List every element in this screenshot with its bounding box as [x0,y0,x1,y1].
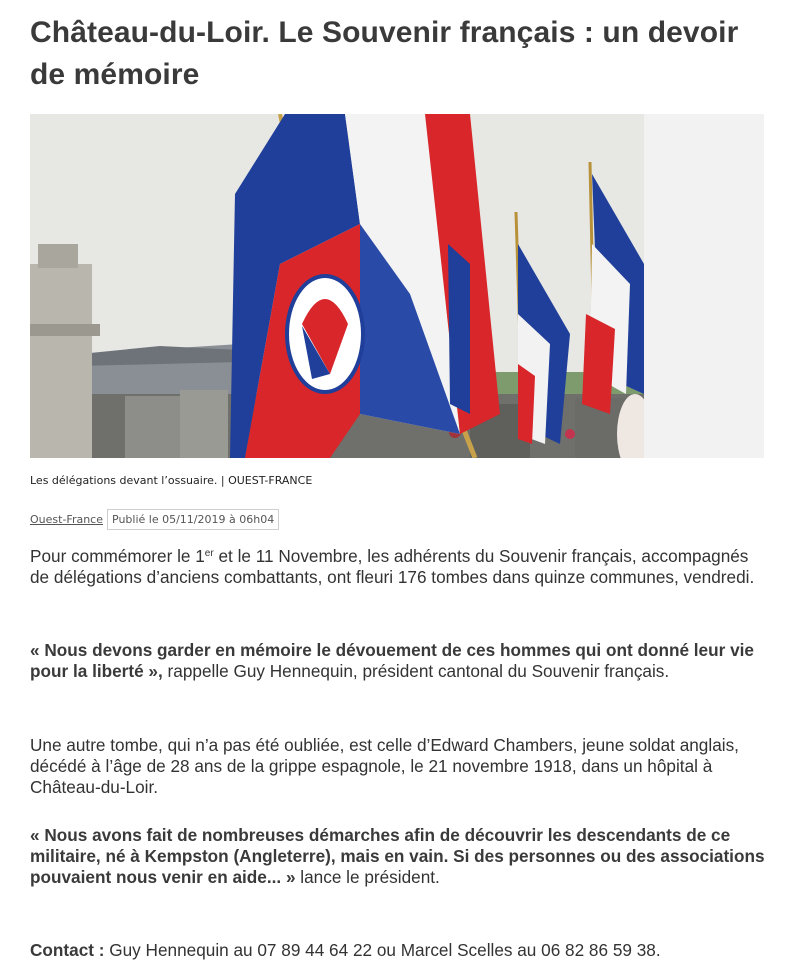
photo-side-panel [644,114,764,458]
ordinal-suffix: er [204,548,214,559]
contact-text: Guy Hennequin au 07 89 44 64 22 ou Marcel Scelles au 06 82 86 59 38. [104,940,661,960]
contact-label: Contact : [30,940,105,960]
source-link[interactable]: Ouest-France [30,512,103,526]
quote-1: « Nous devons garder en mémoire le dévouement de ces hommes qui ont donné leur vie pour la liberté », [30,640,754,681]
article-meta [30,509,279,529]
contact-line [30,940,770,961]
photo-caption: Les délégations devant l’ossuaire. | OUEST-FRANCE [30,474,313,487]
paragraph-4-text: lance le président. [295,867,440,887]
paragraph-2 [30,640,770,682]
publish-date: Publié le 05/11/2019 à 06h04 [107,509,279,530]
paragraph-4 [30,825,770,888]
paragraph-1-text-b: et le 11 Novembre, les adhérents du Souvenir français, accompagnés de délégations d’anciens combattants, ont fleuri 176 tombes dans quinze communes, vendredi. [30,546,755,587]
paragraph-1-text-a: Pour commémorer le 1 [30,546,205,566]
quote-2: « Nous avons fait de nombreuses démarches afin de découvrir les descendants de ce militaire, né à Kempston (Angleterre), mais en vain. Si des personnes ou des associations pouvaient nous venir en aide... » [30,825,765,887]
paragraph-2-text: rappelle Guy Hennequin, président cantonal du Souvenir français. [162,661,670,681]
article-title: Château-du-Loir. Le Souvenir français : un devoir de mémoire [30,16,739,91]
article-photo [30,114,644,458]
paragraph-1 [30,546,770,588]
paragraph-3: Une autre tombe, qui n’a pas été oubliée, est celle d’Edward Chambers, jeune soldat anglais, décédé à l’âge de 28 ans de la grippe espagnole, le 21 novembre 1918, dans un hôpital à Château-du-Loir. [30,735,739,797]
